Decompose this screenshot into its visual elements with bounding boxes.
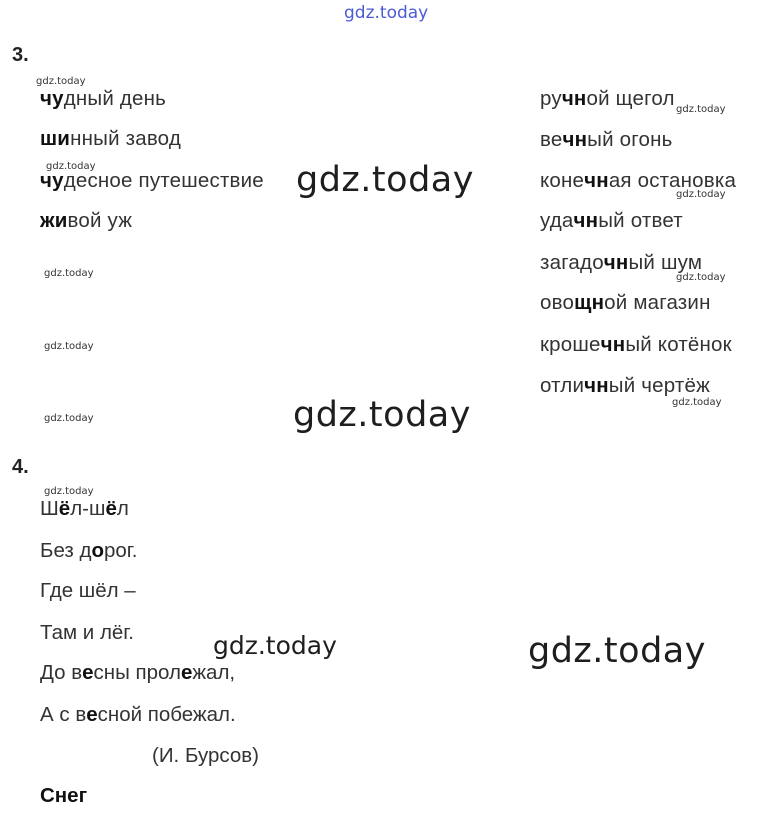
watermark-large: gdz.today (293, 395, 471, 435)
riddle-answer: Снег (40, 784, 88, 807)
watermark-small: gdz.today (44, 413, 94, 424)
word-right-5: загадочный шум (540, 251, 703, 274)
word-right-2: вечный огонь (540, 128, 673, 151)
poem-line-4: Там и лёг. (40, 621, 134, 644)
watermark-small: gdz.today (44, 341, 94, 352)
word-right-4: удачный ответ (540, 209, 683, 232)
word-left-1: чудный день (40, 87, 167, 110)
watermark-medium: gdz.today (213, 631, 337, 660)
watermark-small: gdz.today (676, 272, 726, 283)
poem-line-1: Шёл-шёл (40, 497, 129, 520)
poem-line-2: Без дорог. (40, 539, 138, 562)
watermark-small: gdz.today (46, 161, 96, 172)
watermark-top: gdz.today (344, 3, 429, 23)
word-right-6: овощной магазин (540, 291, 711, 314)
poem-line-6: А с весной побежал. (40, 703, 236, 726)
word-right-1: ручной щегол (540, 87, 675, 110)
poem-author: (И. Бурсов) (152, 744, 259, 767)
watermark-large: gdz.today (528, 631, 706, 671)
watermark-large: gdz.today (296, 160, 474, 200)
word-right-3: конечная остановка (540, 169, 737, 192)
word-right-8: отличный чертёж (540, 374, 711, 397)
word-left-2: шинный завод (40, 127, 181, 150)
watermark-small: gdz.today (672, 397, 722, 408)
exercise-4-number: 4. (12, 456, 29, 478)
poem-line-3: Где шёл – (40, 579, 136, 602)
watermark-small: gdz.today (676, 104, 726, 115)
watermark-small: gdz.today (676, 189, 726, 200)
watermark-small: gdz.today (44, 268, 94, 279)
word-left-3: чудесное путешествие (40, 169, 264, 192)
word-left-4: живой уж (40, 209, 133, 232)
watermark-small: gdz.today (36, 76, 86, 87)
watermark-small: gdz.today (44, 486, 94, 497)
word-right-7: крошечный котёнок (540, 333, 732, 356)
exercise-3-number: 3. (12, 44, 29, 66)
poem-line-5: До весны пролежал, (40, 661, 236, 684)
